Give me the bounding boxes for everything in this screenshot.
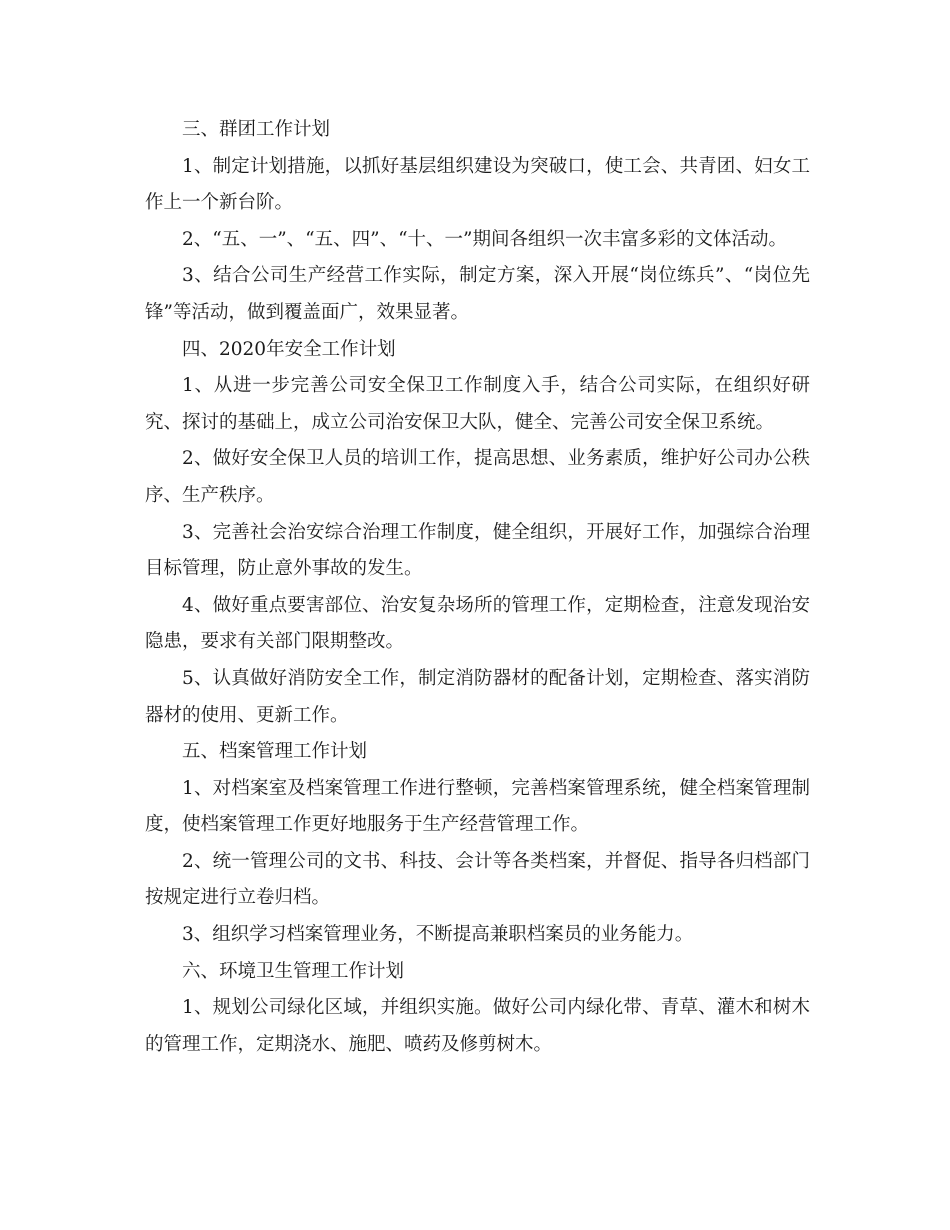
paragraph: 3、结合公司生产经营工作实际，制定方案，深入开展“岗位练兵”、“岗位先锋”等活动，做到覆盖面广，效果显著。 — [145, 265, 810, 323]
paragraph: 1、对档案室及档案管理工作进行整顿，完善档案管理系统，健全档案管理制度，使档案管理工作更好地服务于生产经营管理工作。 — [145, 777, 810, 836]
paragraph: 1、制定计划措施，以抓好基层组织建设为突破口，使工会、共青团、妇女工作上一个新台阶。 — [145, 155, 810, 214]
paragraph: 2、做好安全保卫人员的培训工作，提高思想、业务素质，维护好公司办公秩序、生产秩序。 — [145, 448, 810, 506]
paragraph: 3、完善社会治安综合治理工作制度，健全组织，开展好工作，加强综合治理目标管理，防止意外事故的发生。 — [145, 521, 810, 580]
section-heading-safety: 四、2020年安全工作计划 — [182, 338, 396, 360]
paragraph: 1、从进一步完善公司安全保卫工作制度入手，结合公司实际，在组织好研究、探讨的基础上，成立公司治安保卫大队，健全、完善公司安全保卫系统。 — [145, 375, 810, 433]
paragraph: 1、规划公司绿化区域，并组织实施。做好公司内绿化带、青草、灌木和树木的管理工作，定期浇水、施肥、喷药及修剪树木。 — [145, 997, 810, 1055]
paragraph: 4、做好重点要害部位、治安复杂场所的管理工作，定期检查，注意发现治安隐患，要求有关部门限期整改。 — [145, 594, 810, 653]
paragraph: 5、认真做好消防安全工作，制定消防器材的配备计划，定期检查、落实消防器材的使用、更新工作。 — [145, 667, 810, 726]
paragraph: 3、组织学习档案管理业务，不断提高兼职档案员的业务能力。 — [182, 924, 694, 946]
section-heading-mass-organizations: 三、群团工作计划 — [182, 119, 331, 140]
document-body — [145, 112, 810, 1063]
paragraph: 2、统一管理公司的文书、科技、会计等各类档案，并督促、指导各归档部门按规定进行立卷归档。 — [145, 850, 810, 909]
section-heading-archives: 五、档案管理工作计划 — [182, 741, 368, 763]
paragraph: 2、“五、一”、“五、四”、“十、一”期间各组织一次丰富多彩的文体活动。 — [182, 228, 788, 250]
section-heading-environment: 六、环境卫生管理工作计划 — [182, 960, 405, 982]
